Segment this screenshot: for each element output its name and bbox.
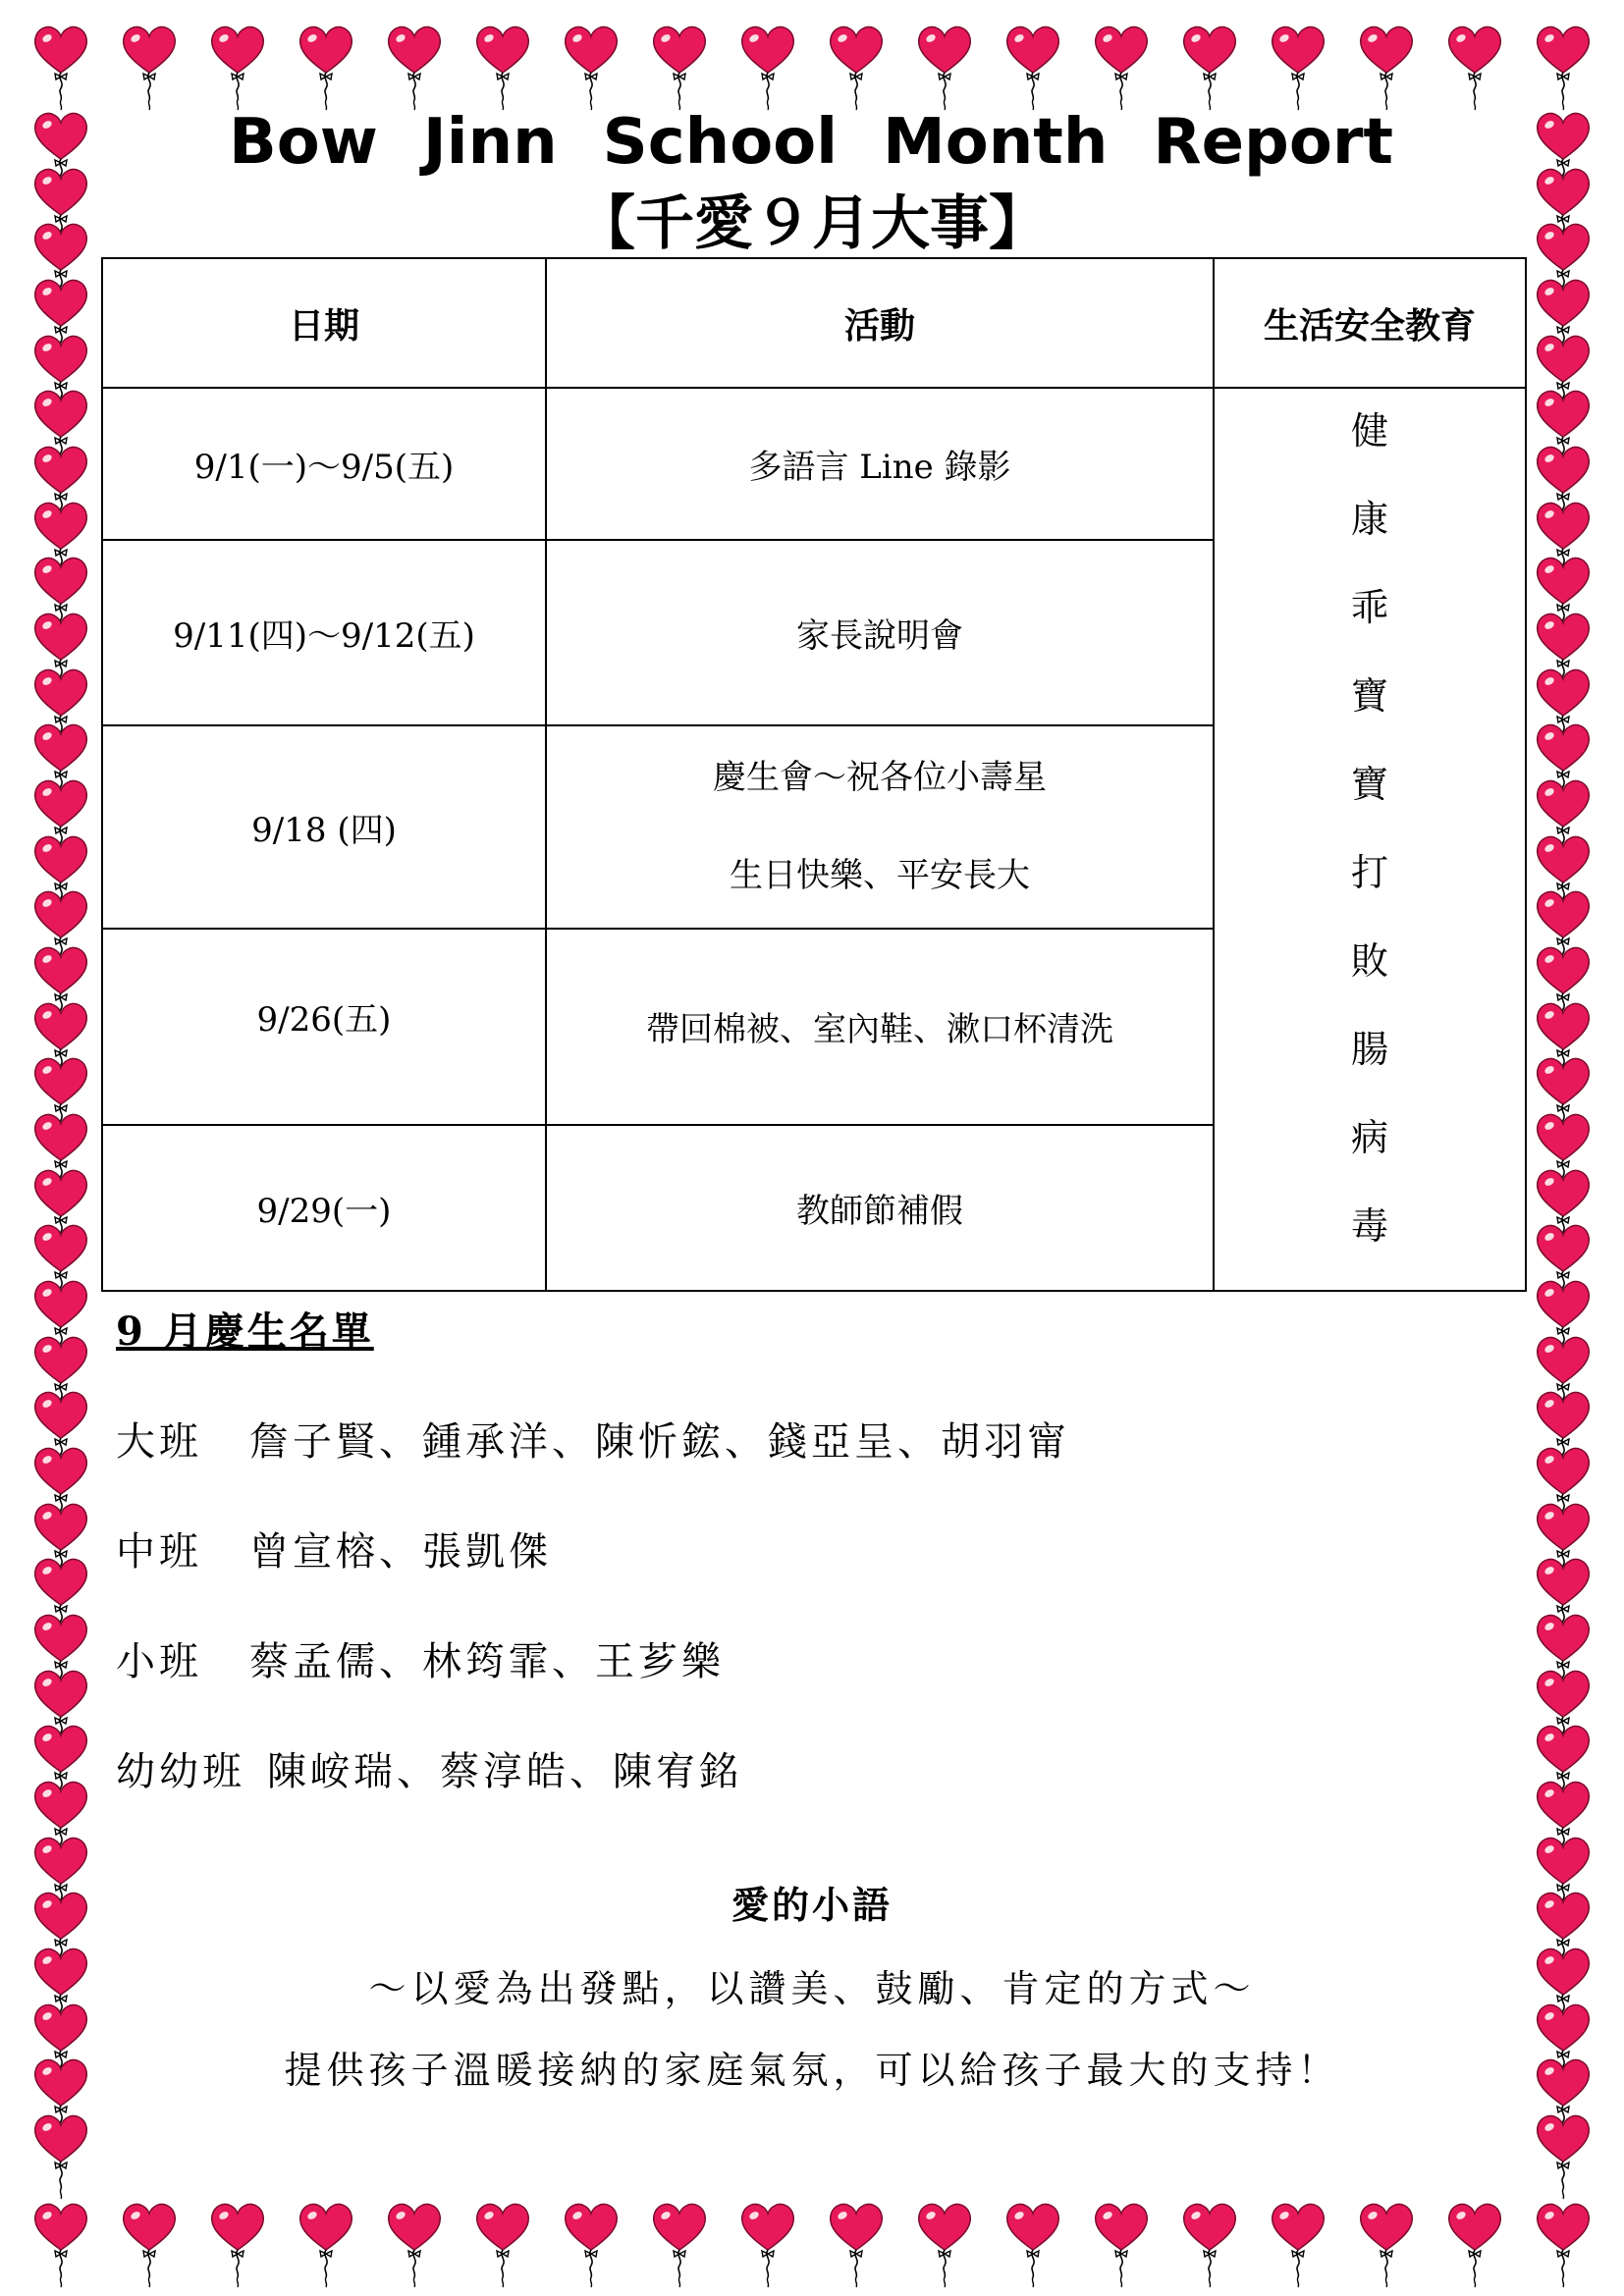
header-activity: 活動 <box>546 258 1214 388</box>
heart-balloon-icon <box>1534 22 1593 112</box>
birthday-list-title: 9 月慶生名單 <box>116 1308 374 1355</box>
title-word: Report <box>1153 106 1393 179</box>
heart-balloon-icon <box>473 2199 532 2289</box>
birthday-class-line <box>116 1630 725 1686</box>
education-char: 健 <box>1350 409 1388 453</box>
heart-balloon-icon <box>31 2110 90 2201</box>
birthday-class-line <box>116 1411 1070 1467</box>
heart-balloon-icon <box>31 22 90 112</box>
row-activity: 帶回棉被、室內鞋、漱口杯清洗 <box>546 929 1214 1125</box>
heart-balloon-icon <box>1534 2110 1593 2201</box>
heart-balloon-icon <box>1180 2199 1239 2289</box>
title-word: Month <box>883 106 1109 179</box>
page-title <box>103 98 1521 187</box>
education-cell <box>1214 388 1526 1291</box>
row-activity: 多語言 Line 錄影 <box>546 388 1214 540</box>
class-name: 幼幼班 <box>116 1749 245 1794</box>
table-row <box>102 388 1526 540</box>
title-word: School <box>602 106 839 179</box>
education-char: 病 <box>1350 1116 1388 1159</box>
row-date <box>102 929 546 1125</box>
row-activity <box>546 725 1214 929</box>
row-date: 9/29(一) <box>102 1125 546 1291</box>
class-name: 中班 <box>116 1529 202 1575</box>
row-date-text: 9/26(五) <box>256 1000 392 1041</box>
title-word: Jinn <box>422 106 558 179</box>
heart-balloon-icon <box>1003 2199 1062 2289</box>
education-char: 敗 <box>1350 939 1388 983</box>
education-char: 腸 <box>1350 1028 1388 1071</box>
row-date: 9/1(一)～9/5(五) <box>102 388 546 540</box>
title-word: Bow <box>229 106 378 179</box>
heart-balloon-icon <box>827 2199 886 2289</box>
heart-balloon-icon <box>1357 2199 1416 2289</box>
class-names: 蔡孟儒、林筠霏、王芗樂 <box>249 1639 725 1684</box>
class-names: 陳峖瑞、蔡淳皓、陳宥銘 <box>267 1749 742 1794</box>
events-table <box>101 257 1527 1292</box>
heart-balloon-icon <box>385 2199 444 2289</box>
education-char: 打 <box>1350 851 1388 894</box>
heart-balloon-icon <box>120 2199 179 2289</box>
love-words-line: ～以愛為出發點，以讚美、鼓勵、肯定的方式～ <box>368 1967 1256 2010</box>
heart-balloon-icon <box>738 2199 797 2289</box>
row-date: 9/11(四)～9/12(五) <box>102 540 546 725</box>
heart-balloon-icon <box>1092 2199 1151 2289</box>
education-char: 寶 <box>1350 763 1388 806</box>
birthday-class-line <box>116 1740 742 1796</box>
love-words-title: 愛的小語 <box>731 1883 893 1927</box>
education-char: 寶 <box>1350 674 1388 718</box>
heart-balloon-icon <box>1534 2199 1593 2289</box>
heart-balloon-icon <box>297 2199 355 2289</box>
activity-line: 生日快樂、平安長大 <box>730 856 1030 896</box>
heart-balloon-icon <box>31 2199 90 2289</box>
education-char: 康 <box>1350 498 1388 541</box>
table-header-row <box>102 258 1526 388</box>
heart-balloon-icon <box>562 2199 621 2289</box>
class-name: 小班 <box>116 1639 202 1684</box>
page-subtitle: 【千愛９月大事】 <box>576 189 1048 258</box>
activity-line: 慶生會～祝各位小壽星 <box>713 758 1047 798</box>
heart-balloon-icon <box>1269 2199 1327 2289</box>
heart-balloon-icon <box>650 2199 709 2289</box>
education-char: 毒 <box>1350 1204 1388 1248</box>
heart-balloon-icon <box>208 2199 267 2289</box>
header-education: 生活安全教育 <box>1214 258 1526 388</box>
class-names: 詹子賢、鍾承洋、陳忻鋐、錢亞呈、胡羽甯 <box>249 1419 1070 1465</box>
header-date: 日期 <box>102 258 546 388</box>
class-names: 曾宣榕、張凱傑 <box>249 1529 552 1575</box>
love-words-line: 提供孩子溫暖接納的家庭氣氛，可以給孩子最大的支持！ <box>284 2049 1340 2092</box>
heart-balloon-icon <box>915 2199 974 2289</box>
birthday-class-line <box>116 1521 552 1576</box>
row-activity: 家長說明會 <box>546 540 1214 725</box>
heart-balloon-icon <box>1445 2199 1504 2289</box>
education-char: 乖 <box>1350 586 1388 629</box>
row-date: 9/18 (四) <box>102 725 546 929</box>
row-activity: 教師節補假 <box>546 1125 1214 1291</box>
class-name: 大班 <box>116 1419 202 1465</box>
